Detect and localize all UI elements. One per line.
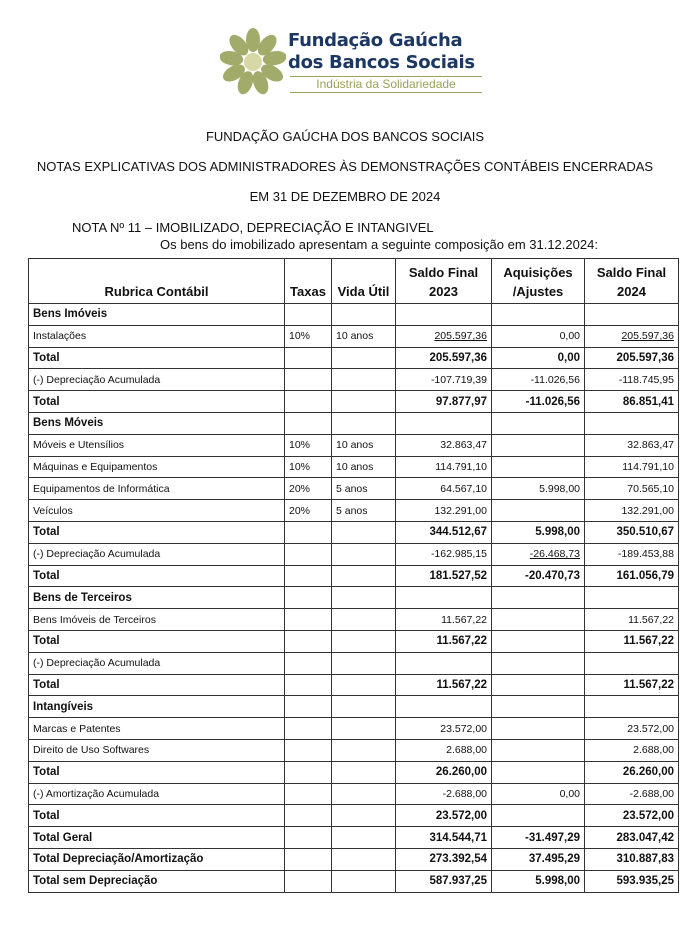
col-header-rubrica: Rubrica Contábil bbox=[29, 259, 285, 304]
cell-rubrica: Total sem Depreciação bbox=[29, 870, 285, 892]
cell-taxa bbox=[285, 630, 332, 652]
cell-vida-util bbox=[332, 652, 396, 674]
cell-aquisicoes: 5.998,00 bbox=[492, 870, 585, 892]
header-line-3: EM 31 DE DEZEMBRO DE 2024 bbox=[249, 189, 441, 204]
table-total-row bbox=[29, 565, 679, 587]
cell-aquisicoes bbox=[492, 304, 585, 326]
table-row bbox=[29, 434, 679, 456]
cell-rubrica: Direito de Uso Softwares bbox=[29, 739, 285, 761]
header-line-2: NOTAS EXPLICATIVAS DOS ADMINISTRADORES ÀS DEMONSTRAÇÕES CONTÁBEIS ENCERRADAS bbox=[36, 159, 654, 174]
flower-logo-icon bbox=[220, 26, 286, 98]
cell-vida-util: 5 anos bbox=[332, 500, 396, 522]
cell-vida-util bbox=[332, 848, 396, 870]
col-header-saldo-2023: Saldo Final 2023 bbox=[396, 259, 492, 304]
cell-rubrica: Total bbox=[29, 674, 285, 696]
table-section-row bbox=[29, 412, 679, 434]
cell-taxa bbox=[285, 870, 332, 892]
table-total-row bbox=[29, 761, 679, 783]
table-total-row bbox=[29, 805, 679, 827]
cell-vida-util bbox=[332, 761, 396, 783]
cell-aquisicoes: 5.998,00 bbox=[492, 478, 585, 500]
cell-vida-util: 10 anos bbox=[332, 434, 396, 456]
cell-taxa bbox=[285, 543, 332, 565]
cell-saldo-2023: 11.567,22 bbox=[396, 630, 492, 652]
table-total-row bbox=[29, 521, 679, 543]
cell-vida-util bbox=[332, 870, 396, 892]
cell-taxa bbox=[285, 347, 332, 369]
cell-saldo-2023: 205.597,36 bbox=[396, 325, 492, 347]
cell-saldo-2024: 205.597,36 bbox=[585, 347, 679, 369]
cell-saldo-2024: 23.572,00 bbox=[585, 805, 679, 827]
cell-aquisicoes: -20.470,73 bbox=[492, 565, 585, 587]
col-header-aquisicoes: Aquisições /Ajustes bbox=[492, 259, 585, 304]
cell-saldo-2024: 593.935,25 bbox=[585, 870, 679, 892]
table-row bbox=[29, 369, 679, 391]
cell-saldo-2023: 23.572,00 bbox=[396, 718, 492, 740]
logo-title-line1: Fundação Gaúcha bbox=[288, 30, 463, 51]
cell-taxa bbox=[285, 565, 332, 587]
cell-taxa bbox=[285, 304, 332, 326]
cell-taxa bbox=[285, 783, 332, 805]
cell-vida-util bbox=[332, 587, 396, 609]
cell-aquisicoes bbox=[492, 696, 585, 718]
cell-aquisicoes: -31.497,29 bbox=[492, 827, 585, 849]
cell-vida-util bbox=[332, 565, 396, 587]
cell-rubrica: Total bbox=[29, 347, 285, 369]
cell-vida-util: 10 anos bbox=[332, 456, 396, 478]
cell-saldo-2024: 11.567,22 bbox=[585, 674, 679, 696]
cell-rubrica: Total bbox=[29, 391, 285, 413]
cell-vida-util: 10 anos bbox=[332, 325, 396, 347]
table-header-row bbox=[29, 259, 679, 304]
cell-aquisicoes: 5.998,00 bbox=[492, 521, 585, 543]
cell-taxa bbox=[285, 652, 332, 674]
table-total-row bbox=[29, 347, 679, 369]
cell-saldo-2023: 11.567,22 bbox=[396, 609, 492, 631]
cell-saldo-2023 bbox=[396, 696, 492, 718]
cell-taxa: 20% bbox=[285, 478, 332, 500]
cell-rubrica: Veículos bbox=[29, 500, 285, 522]
cell-rubrica: Bens Imóveis de Terceiros bbox=[29, 609, 285, 631]
cell-saldo-2023 bbox=[396, 304, 492, 326]
cell-vida-util bbox=[332, 391, 396, 413]
table-total-row bbox=[29, 391, 679, 413]
table-row bbox=[29, 543, 679, 565]
cell-rubrica: (-) Amortização Acumulada bbox=[29, 783, 285, 805]
cell-vida-util bbox=[332, 521, 396, 543]
cell-rubrica: Total bbox=[29, 805, 285, 827]
note-intro: Os bens do imobilizado apresentam a seguinte composição em 31.12.2024: bbox=[160, 237, 598, 252]
table-row bbox=[29, 500, 679, 522]
cell-aquisicoes: 0,00 bbox=[492, 325, 585, 347]
cell-saldo-2024: 114.791,10 bbox=[585, 456, 679, 478]
cell-taxa bbox=[285, 587, 332, 609]
cell-rubrica: Instalações bbox=[29, 325, 285, 347]
cell-saldo-2023: 11.567,22 bbox=[396, 674, 492, 696]
cell-aquisicoes bbox=[492, 761, 585, 783]
cell-rubrica: (-) Depreciação Acumulada bbox=[29, 543, 285, 565]
cell-vida-util bbox=[332, 739, 396, 761]
cell-rubrica: Total Geral bbox=[29, 827, 285, 849]
cell-saldo-2023: 205.597,36 bbox=[396, 347, 492, 369]
cell-saldo-2024: -2.688,00 bbox=[585, 783, 679, 805]
cell-saldo-2024: 283.047,42 bbox=[585, 827, 679, 849]
table-section-row bbox=[29, 696, 679, 718]
table-row bbox=[29, 325, 679, 347]
cell-vida-util bbox=[332, 630, 396, 652]
fixed-assets-table bbox=[28, 258, 679, 893]
cell-aquisicoes bbox=[492, 718, 585, 740]
cell-saldo-2024: -189.453,88 bbox=[585, 543, 679, 565]
cell-saldo-2023 bbox=[396, 412, 492, 434]
cell-saldo-2024: 310.887,83 bbox=[585, 848, 679, 870]
cell-taxa bbox=[285, 718, 332, 740]
table-row bbox=[29, 739, 679, 761]
cell-vida-util bbox=[332, 718, 396, 740]
table-total-row bbox=[29, 848, 679, 870]
cell-rubrica: Máquinas e Equipamentos bbox=[29, 456, 285, 478]
cell-saldo-2023: 2.688,00 bbox=[396, 739, 492, 761]
cell-vida-util bbox=[332, 674, 396, 696]
cell-saldo-2023: 114.791,10 bbox=[396, 456, 492, 478]
cell-aquisicoes: 0,00 bbox=[492, 783, 585, 805]
cell-taxa bbox=[285, 369, 332, 391]
cell-saldo-2023 bbox=[396, 587, 492, 609]
cell-vida-util bbox=[332, 696, 396, 718]
cell-rubrica: Equipamentos de Informática bbox=[29, 478, 285, 500]
cell-vida-util bbox=[332, 412, 396, 434]
cell-aquisicoes bbox=[492, 652, 585, 674]
cell-taxa bbox=[285, 412, 332, 434]
cell-taxa bbox=[285, 696, 332, 718]
cell-aquisicoes bbox=[492, 412, 585, 434]
cell-taxa: 10% bbox=[285, 456, 332, 478]
cell-taxa bbox=[285, 761, 332, 783]
cell-saldo-2023: 97.877,97 bbox=[396, 391, 492, 413]
col-header-vida-util: Vida Útil bbox=[332, 259, 396, 304]
cell-rubrica: Total Depreciação/Amortização bbox=[29, 848, 285, 870]
cell-saldo-2023: 26.260,00 bbox=[396, 761, 492, 783]
table-total-row bbox=[29, 827, 679, 849]
table-section-row bbox=[29, 587, 679, 609]
cell-saldo-2024: 132.291,00 bbox=[585, 500, 679, 522]
cell-taxa: 20% bbox=[285, 500, 332, 522]
cell-aquisicoes: -11.026,56 bbox=[492, 391, 585, 413]
cell-rubrica: (-) Depreciação Acumulada bbox=[29, 369, 285, 391]
cell-saldo-2023: 587.937,25 bbox=[396, 870, 492, 892]
cell-saldo-2024 bbox=[585, 412, 679, 434]
cell-vida-util: 5 anos bbox=[332, 478, 396, 500]
cell-rubrica: Marcas e Patentes bbox=[29, 718, 285, 740]
cell-saldo-2023: 32.863,47 bbox=[396, 434, 492, 456]
table-row bbox=[29, 652, 679, 674]
cell-saldo-2024 bbox=[585, 304, 679, 326]
cell-saldo-2024 bbox=[585, 696, 679, 718]
cell-vida-util bbox=[332, 827, 396, 849]
cell-vida-util bbox=[332, 609, 396, 631]
col-header-taxas: Taxas bbox=[285, 259, 332, 304]
header-line-1: FUNDAÇÃO GAÚCHA DOS BANCOS SOCIAIS bbox=[205, 129, 485, 144]
cell-aquisicoes bbox=[492, 500, 585, 522]
cell-taxa bbox=[285, 609, 332, 631]
cell-aquisicoes bbox=[492, 739, 585, 761]
table-row bbox=[29, 478, 679, 500]
cell-saldo-2024 bbox=[585, 587, 679, 609]
cell-saldo-2024: 23.572,00 bbox=[585, 718, 679, 740]
table-section-row bbox=[29, 304, 679, 326]
cell-rubrica: Total bbox=[29, 565, 285, 587]
cell-aquisicoes: -26.468,73 bbox=[492, 543, 585, 565]
cell-taxa bbox=[285, 805, 332, 827]
table-total-row bbox=[29, 674, 679, 696]
cell-rubrica: Bens Imóveis bbox=[29, 304, 285, 326]
cell-aquisicoes bbox=[492, 805, 585, 827]
logo-title-line2: dos Bancos Sociais bbox=[288, 52, 475, 73]
cell-taxa bbox=[285, 674, 332, 696]
cell-saldo-2023: -107.719,39 bbox=[396, 369, 492, 391]
cell-saldo-2024: -118.745,95 bbox=[585, 369, 679, 391]
cell-vida-util bbox=[332, 783, 396, 805]
cell-saldo-2023 bbox=[396, 652, 492, 674]
cell-saldo-2023: 273.392,54 bbox=[396, 848, 492, 870]
cell-rubrica: Bens de Terceiros bbox=[29, 587, 285, 609]
cell-saldo-2023: 344.512,67 bbox=[396, 521, 492, 543]
cell-aquisicoes bbox=[492, 630, 585, 652]
cell-taxa: 10% bbox=[285, 325, 332, 347]
cell-saldo-2023: -162.985,15 bbox=[396, 543, 492, 565]
cell-saldo-2024: 32.863,47 bbox=[585, 434, 679, 456]
cell-saldo-2023: -2.688,00 bbox=[396, 783, 492, 805]
cell-rubrica: Móveis e Utensílios bbox=[29, 434, 285, 456]
cell-saldo-2024 bbox=[585, 652, 679, 674]
cell-saldo-2024: 350.510,67 bbox=[585, 521, 679, 543]
cell-rubrica: Bens Móveis bbox=[29, 412, 285, 434]
table-row bbox=[29, 783, 679, 805]
cell-saldo-2024: 86.851,41 bbox=[585, 391, 679, 413]
cell-aquisicoes bbox=[492, 587, 585, 609]
cell-saldo-2023: 314.544,71 bbox=[396, 827, 492, 849]
logo-tagline: Indústria da Solidariedade bbox=[290, 76, 482, 93]
cell-rubrica: Total bbox=[29, 630, 285, 652]
cell-saldo-2024: 26.260,00 bbox=[585, 761, 679, 783]
table-row bbox=[29, 456, 679, 478]
logo bbox=[220, 26, 490, 98]
cell-aquisicoes: 0,00 bbox=[492, 347, 585, 369]
cell-aquisicoes: -11.026,56 bbox=[492, 369, 585, 391]
cell-taxa bbox=[285, 739, 332, 761]
table-row bbox=[29, 718, 679, 740]
cell-saldo-2024: 11.567,22 bbox=[585, 609, 679, 631]
cell-rubrica: (-) Depreciação Acumulada bbox=[29, 652, 285, 674]
cell-taxa bbox=[285, 521, 332, 543]
cell-vida-util bbox=[332, 543, 396, 565]
cell-vida-util bbox=[332, 805, 396, 827]
cell-taxa bbox=[285, 827, 332, 849]
cell-vida-util bbox=[332, 347, 396, 369]
cell-saldo-2024: 161.056,79 bbox=[585, 565, 679, 587]
cell-aquisicoes bbox=[492, 674, 585, 696]
cell-aquisicoes bbox=[492, 609, 585, 631]
cell-rubrica: Intangíveis bbox=[29, 696, 285, 718]
cell-rubrica: Total bbox=[29, 521, 285, 543]
cell-saldo-2024: 70.565,10 bbox=[585, 478, 679, 500]
cell-vida-util bbox=[332, 369, 396, 391]
table-row bbox=[29, 609, 679, 631]
cell-taxa bbox=[285, 391, 332, 413]
cell-aquisicoes bbox=[492, 434, 585, 456]
col-header-saldo-2024: Saldo Final 2024 bbox=[585, 259, 679, 304]
note-title: NOTA Nº 11 – IMOBILIZADO, DEPRECIAÇÃO E INTANGIVEL bbox=[72, 220, 434, 235]
cell-taxa: 10% bbox=[285, 434, 332, 456]
cell-saldo-2023: 64.567,10 bbox=[396, 478, 492, 500]
cell-saldo-2024: 2.688,00 bbox=[585, 739, 679, 761]
cell-vida-util bbox=[332, 304, 396, 326]
cell-rubrica: Total bbox=[29, 761, 285, 783]
cell-saldo-2023: 23.572,00 bbox=[396, 805, 492, 827]
cell-aquisicoes: 37.495,29 bbox=[492, 848, 585, 870]
cell-aquisicoes bbox=[492, 456, 585, 478]
cell-saldo-2024: 205.597,36 bbox=[585, 325, 679, 347]
cell-taxa bbox=[285, 848, 332, 870]
cell-saldo-2023: 132.291,00 bbox=[396, 500, 492, 522]
table-total-row bbox=[29, 870, 679, 892]
cell-saldo-2023: 181.527,52 bbox=[396, 565, 492, 587]
table-total-row bbox=[29, 630, 679, 652]
cell-saldo-2024: 11.567,22 bbox=[585, 630, 679, 652]
